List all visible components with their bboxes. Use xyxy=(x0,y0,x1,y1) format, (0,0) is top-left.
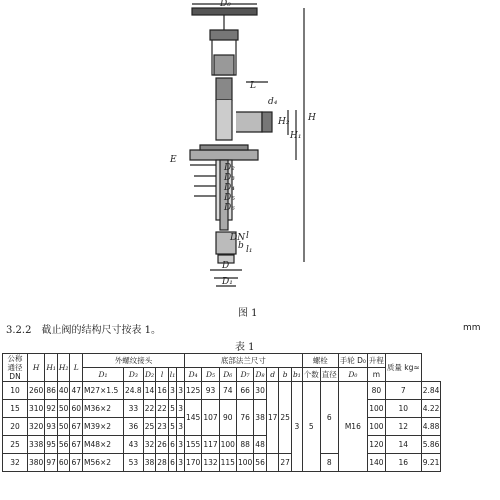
header-lift-group: 升程 xyxy=(367,354,385,368)
cell: 93 xyxy=(45,418,58,436)
cell: 56 xyxy=(57,436,70,454)
header-h: H xyxy=(28,354,45,382)
cell: 100 xyxy=(367,400,385,418)
cell-count-merged: 5 xyxy=(302,382,320,472)
label-h2: H₂ xyxy=(278,117,290,127)
cell: 100 xyxy=(219,436,236,454)
label-d5: D₅ xyxy=(224,193,235,203)
cell: 27 xyxy=(279,454,292,472)
cell: 380 xyxy=(28,454,45,472)
cell: 155 xyxy=(184,436,201,454)
cell: 90 xyxy=(219,400,236,436)
cell: 14 xyxy=(385,436,421,454)
cell: 60 xyxy=(57,454,70,472)
header-b: b xyxy=(279,368,292,382)
label-d: D xyxy=(222,261,230,271)
cell: 95 xyxy=(45,436,58,454)
label-d2: D₂ xyxy=(224,163,235,173)
cell: 4.22 xyxy=(421,400,441,418)
cell: 5 xyxy=(168,400,176,418)
header-h1: H₁ xyxy=(45,354,58,382)
table-row xyxy=(3,454,441,472)
cell: 28 xyxy=(156,454,169,472)
cell: 32 xyxy=(3,454,28,472)
header-d6: D₆ xyxy=(219,368,236,382)
cell: M39×2 xyxy=(83,418,124,436)
cell: 8 xyxy=(320,454,338,472)
cell: 32 xyxy=(143,436,156,454)
cell: 25 xyxy=(3,436,28,454)
header-d7: D₇ xyxy=(236,368,253,382)
cell: 38 xyxy=(254,400,267,436)
cell: 140 xyxy=(367,454,385,472)
cell: 310 xyxy=(28,400,45,418)
table-row xyxy=(3,382,441,400)
cell: 14 xyxy=(143,382,156,400)
header-d8: D₈ xyxy=(254,368,267,382)
label-l: L xyxy=(250,81,256,91)
cell: 16 xyxy=(156,382,169,400)
header-d4: D₄ xyxy=(184,368,201,382)
cell: 260 xyxy=(28,382,45,400)
label-h1: H₁ xyxy=(290,131,302,141)
cell-bolt-dia: M16 xyxy=(338,382,367,472)
label-dn: DN xyxy=(230,233,246,243)
header-d2: D₂ xyxy=(143,368,156,382)
label-d4: D₄ xyxy=(224,183,235,193)
cell: 12 xyxy=(385,418,421,436)
cell: 20 xyxy=(3,418,28,436)
label-h: H xyxy=(308,113,316,123)
header-b1: b₁ xyxy=(291,368,302,382)
cell: 3 xyxy=(177,436,185,454)
cell: 4.88 xyxy=(421,418,441,436)
cell: 67 xyxy=(70,436,83,454)
cell: 3 xyxy=(177,382,185,400)
header-l1: l₁ xyxy=(168,368,176,382)
cell: 145 xyxy=(184,400,201,436)
label-d0: D₀ xyxy=(220,0,231,9)
header-handwheel-group: 手轮 D₀ xyxy=(338,354,367,368)
label-b: b xyxy=(238,241,244,251)
header-d5: D₅ xyxy=(202,368,219,382)
cell: 66 xyxy=(236,382,253,400)
cell: 33 xyxy=(124,400,144,418)
label-e: E xyxy=(170,155,177,165)
dimension-table xyxy=(2,353,441,472)
cell: 3 xyxy=(177,418,185,436)
cell: 22 xyxy=(143,400,156,418)
cell: 6 xyxy=(168,454,176,472)
cell: 6 xyxy=(168,436,176,454)
cell: M56×2 xyxy=(83,454,124,472)
cell: 3 xyxy=(177,454,185,472)
label-d4-small: d₄ xyxy=(268,97,278,107)
cell: 25 xyxy=(143,418,156,436)
label-l1: l₁ xyxy=(246,245,253,255)
label-d6: D₆ xyxy=(224,203,235,213)
table-row xyxy=(3,400,441,418)
cell: 43 xyxy=(124,436,144,454)
cell: M36×2 xyxy=(83,400,124,418)
cell: 23 xyxy=(156,418,169,436)
cell: 40 xyxy=(57,382,70,400)
header-d0: D₀ xyxy=(338,368,367,382)
header-d: d xyxy=(266,368,279,382)
header-count: 个数 xyxy=(302,368,320,382)
cell: 16 xyxy=(385,454,421,472)
table-title: 表 1 xyxy=(235,342,255,353)
cell: 10 xyxy=(3,382,28,400)
cell: 120 xyxy=(367,436,385,454)
cell: 92 xyxy=(45,400,58,418)
header-flange-group: 底部法兰尺寸 xyxy=(184,354,302,368)
section-text: 3.2.2 截止阀的结构尺寸按表 1。 xyxy=(6,325,161,336)
cell: 93 xyxy=(202,382,219,400)
cell: 115 xyxy=(219,454,236,472)
cell: 5.86 xyxy=(421,436,441,454)
cell: 100 xyxy=(236,454,253,472)
header-thread-group: 外螺纹接头 xyxy=(83,354,185,368)
cell: 38 xyxy=(143,454,156,472)
cell: 26 xyxy=(156,436,169,454)
cell: 60 xyxy=(70,400,83,418)
cell: 9.21 xyxy=(421,454,441,472)
cell: 15 xyxy=(3,400,28,418)
table-row xyxy=(3,436,441,454)
cell: 24.8 xyxy=(124,382,144,400)
cell: 2.84 xyxy=(421,382,441,400)
cell: 107 xyxy=(202,400,219,436)
header-l: L xyxy=(70,354,83,382)
cell: 22 xyxy=(156,400,169,418)
label-d3: D₃ xyxy=(224,173,235,183)
figure-caption: 图 1 xyxy=(238,308,258,319)
header-d1: D₁ xyxy=(83,368,124,382)
cell: 3 xyxy=(177,400,185,418)
cell: 80 xyxy=(367,382,385,400)
cell: 67 xyxy=(70,418,83,436)
cell: 97 xyxy=(45,454,58,472)
cell: 86 xyxy=(45,382,58,400)
label-d1: D₁ xyxy=(222,277,233,287)
cell: 50 xyxy=(57,400,70,418)
cell: 10 xyxy=(385,400,421,418)
cell: 320 xyxy=(28,418,45,436)
cell: 125 xyxy=(184,382,201,400)
valve-drawing xyxy=(150,0,350,300)
cell: 170 xyxy=(184,454,201,472)
cell: 100 xyxy=(367,418,385,436)
cell: M27×1.5 xyxy=(83,382,124,400)
label-l-small: l xyxy=(246,231,249,241)
cell: 7 xyxy=(385,382,421,400)
cell: 88 xyxy=(236,436,253,454)
header-l-small: l xyxy=(156,368,169,382)
unit-label: mm xyxy=(463,323,481,333)
cell: 30 xyxy=(254,382,267,400)
cell-d-merged: 17 xyxy=(266,382,279,454)
cell: 50 xyxy=(57,418,70,436)
cell: 5 xyxy=(168,418,176,436)
cell-b1-merged: 3 xyxy=(291,382,302,472)
cell: 3 xyxy=(168,382,176,400)
handwheel-shape xyxy=(192,8,257,15)
cell xyxy=(266,454,279,472)
header-m: m xyxy=(367,368,385,382)
header-weight-group: 质量 kg≈ xyxy=(385,354,421,382)
cell: 74 xyxy=(219,382,236,400)
cell: 56 xyxy=(254,454,267,472)
cell: 47 xyxy=(70,382,83,400)
cell-b-merged: 25 xyxy=(279,382,292,454)
header-dia: 直径 xyxy=(320,368,338,382)
header-dn: 公称通径 DN xyxy=(3,354,28,382)
cell-count2-merged: 6 xyxy=(320,382,338,454)
cell: 36 xyxy=(124,418,144,436)
cell: 48 xyxy=(254,436,267,454)
header-extra xyxy=(177,368,185,382)
cell: M48×2 xyxy=(83,436,124,454)
cell: 132 xyxy=(202,454,219,472)
cell: 53 xyxy=(124,454,144,472)
cell: 76 xyxy=(236,400,253,436)
cell: 67 xyxy=(70,454,83,472)
cell: 117 xyxy=(202,436,219,454)
header-h2: H₂ xyxy=(57,354,70,382)
cell: 338 xyxy=(28,436,45,454)
header-d3: D₃ xyxy=(124,368,144,382)
header-bolt-group: 螺栓 xyxy=(302,354,338,368)
